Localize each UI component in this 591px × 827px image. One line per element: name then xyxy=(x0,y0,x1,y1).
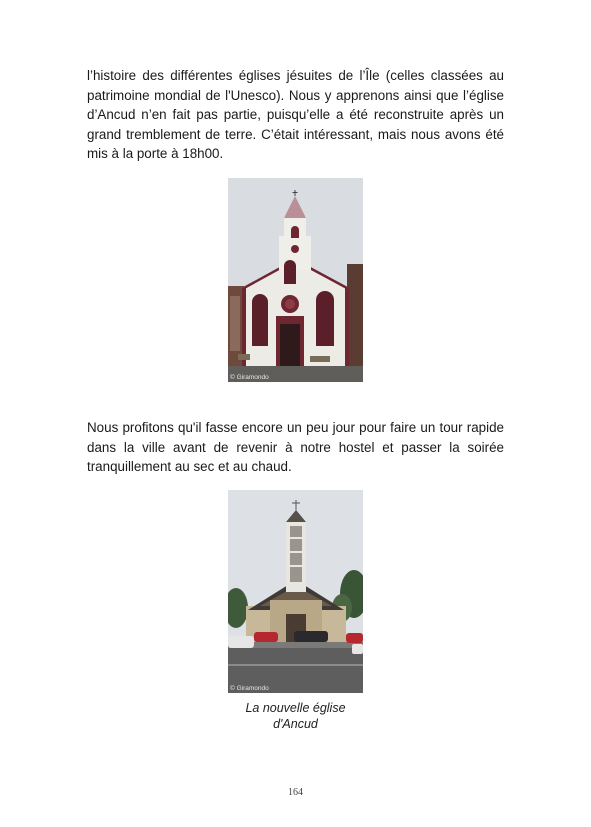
old-church-photo xyxy=(228,178,363,382)
page-number: 164 xyxy=(288,787,303,798)
photo-watermark: © Giramondo xyxy=(230,685,269,692)
caption-line-1: La nouvelle église xyxy=(245,701,346,715)
photo-watermark: © Giramondo xyxy=(230,374,269,381)
paragraph-evening-walk: Nous profitons qu'il fasse encore un peu jour pour faire un tour rapide dans la ville avant de revenir à notre hostel et passer la soirée tranquillement au sec et au chaud. xyxy=(87,420,504,475)
paragraph-church-history: l’histoire des différentes églises jésuites de l’Île (celles classées au patrimoine mondial de l'Unesco). Nous y apprenons ainsi que l’église d’Ancud n’en fait pas partie, puisqu’elle a été reconstruite après un grand tremblement de terre. C’était intéressant, mais nous avons été mis à la porte à 18h00. xyxy=(87,68,504,162)
caption-line-2: d'Ancud xyxy=(273,717,318,731)
photo-caption xyxy=(228,700,363,732)
new-church-photo xyxy=(228,490,363,693)
